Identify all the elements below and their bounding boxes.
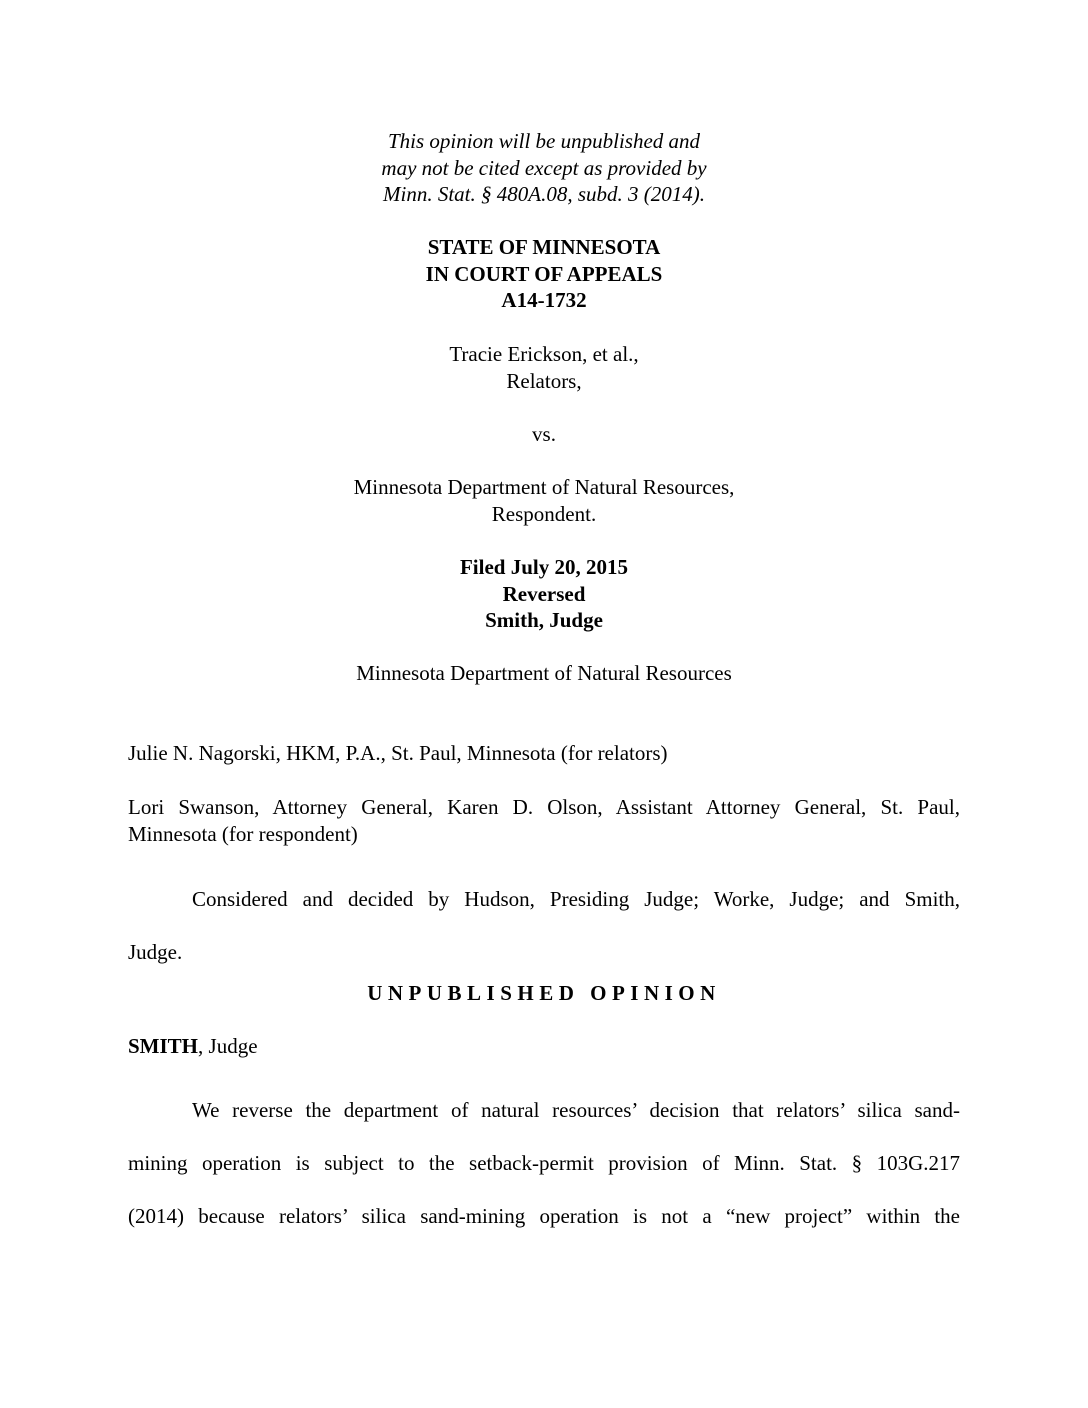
- decision-result: Reversed: [502, 581, 586, 606]
- notice-line: This opinion will be unpublished and: [387, 129, 701, 153]
- court-caption: [128, 234, 960, 314]
- court-name: IN COURT OF APPEALS: [425, 261, 663, 286]
- agency-line: Minnesota Department of Natural Resources: [356, 661, 732, 685]
- author-line: [128, 1033, 960, 1060]
- docket-number: A14-1732: [501, 288, 587, 312]
- notice-line: may not be cited except as provided by: [381, 155, 707, 180]
- relator-role: Relators,: [506, 368, 582, 393]
- opinion-heading: UNPUBLISHED OPINION: [367, 981, 721, 1005]
- counsel-relators: Julie N. Nagorski, HKM, P.A., St. Paul, Minnesota (for relators): [128, 741, 668, 765]
- counsel-line: Minnesota (for respondent): [128, 821, 358, 846]
- versus: vs.: [532, 422, 556, 446]
- relator-block: [128, 341, 960, 394]
- counsel-line: Lori Swanson, Attorney General, Karen D. Olson, Assistant Attorney General, St. Paul,: [128, 795, 960, 819]
- state-name: STATE OF MINNESOTA: [427, 235, 661, 259]
- opinion-body: [128, 1084, 960, 1243]
- respondent-name: Minnesota Department of Natural Resources,: [353, 475, 735, 499]
- respondent-role: Respondent.: [491, 501, 597, 526]
- publication-notice: [128, 128, 960, 208]
- body-line: (2014) because relators’ silica sand-mining operation is not a “new project” within the: [128, 1204, 960, 1228]
- author-name: SMITH: [128, 1034, 199, 1058]
- author-suffix: , Judge: [198, 1034, 258, 1058]
- counsel-respondent: [128, 794, 960, 847]
- relator-name: Tracie Erickson, et al.,: [449, 342, 639, 366]
- body-line: mining operation is subject to the setback-permit provision of Minn. Stat. § 103G.217: [128, 1151, 960, 1175]
- panel-line: Judge.: [128, 940, 183, 964]
- panel-line: Considered and decided by Hudson, Presiding Judge; Worke, Judge; and Smith,: [192, 887, 960, 911]
- body-line: We reverse the department of natural resources’ decision that relators’ silica sand-: [192, 1098, 960, 1122]
- authoring-judge: Smith, Judge: [485, 608, 603, 632]
- notice-line: Minn. Stat. § 480A.08, subd. 3 (2014).: [383, 182, 705, 206]
- respondent-block: [128, 474, 960, 527]
- filed-date: Filed July 20, 2015: [459, 555, 628, 579]
- panel-statement: [128, 873, 960, 979]
- decision-block: [128, 554, 960, 634]
